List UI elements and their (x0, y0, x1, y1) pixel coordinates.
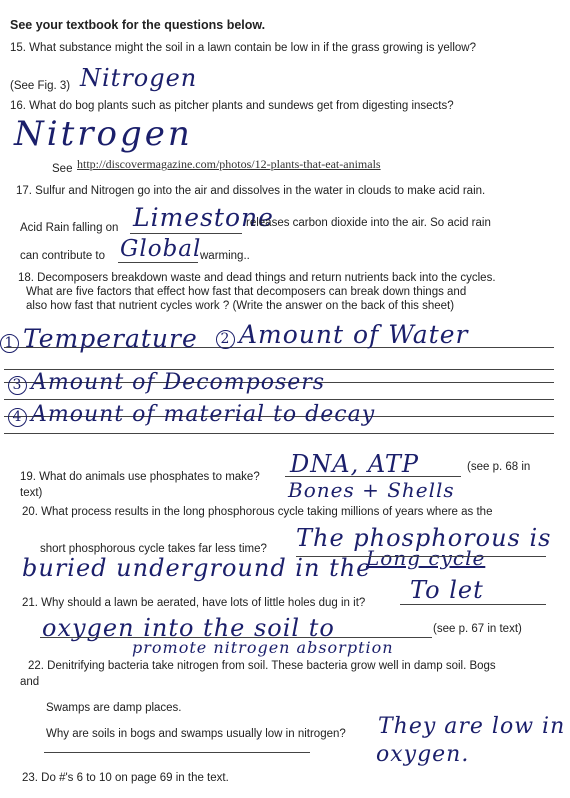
q22-line1b: and (20, 676, 40, 688)
q17-line2b: releases carbon dioxide into the air. So acid rain (246, 217, 491, 229)
q16-link[interactable]: http://discovermagazine.com/photos/12-plants-that-eat-animals (77, 157, 381, 171)
q20-line1: 20. What process results in the long phosphorous cycle taking millions of years where as the (22, 506, 493, 518)
answer-text: Amount of Water (239, 320, 469, 349)
q19-question: 19. What do animals use phosphates to make? (20, 471, 260, 483)
q18-line1: 18. Decomposers breakdown waste and dead things and return nutrients back into the cycles. (18, 272, 496, 284)
q18-line2: What are five factors that effect how fast that decomposers can break down things and (26, 286, 467, 298)
answer-number: 2 (216, 330, 235, 349)
q21-question: 21. Why should a lawn be aerated, have lots of little holes dug in it? (22, 597, 366, 609)
q18-answer-4 (8, 402, 375, 427)
q22-line3: Why are soils in bogs and swamps usually low in nitrogen? (46, 728, 346, 740)
q20-answer-1: The phosphorous is (296, 524, 552, 552)
answer-text: Amount of material to decay (31, 402, 376, 427)
q18-answer-3 (8, 370, 325, 395)
answer-number: 1 (0, 334, 19, 353)
q16-answer: Nitrogen (14, 114, 193, 154)
q15-answer: Nitrogen (80, 64, 198, 92)
q16-question: 16. What do bog plants such as pitcher plants and sundews get from digesting insects? (10, 100, 454, 112)
q20-answer-2: buried underground in the (22, 554, 372, 582)
answer-text: Temperature (23, 324, 198, 353)
q19-suffix: (see p. 68 in (467, 461, 531, 473)
q21-suffix: (see p. 67 in text) (433, 623, 522, 635)
q15-prefix: (See Fig. 3) (10, 80, 71, 92)
q17-line1: 17. Sulfur and Nitrogen go into the air and dissolves in the water in clouds to make acid rain. (16, 185, 486, 197)
q23-text: 23. Do #'s 6 to 10 on page 69 in the text. (22, 772, 229, 784)
q20-answer-3: Long cycle (366, 546, 486, 570)
q17-line3a: can contribute to (20, 250, 106, 262)
q19-answer-1: DNA, ATP (290, 450, 420, 478)
q18-answer-1 (0, 324, 198, 353)
q17-answer-limestone: Limestone (133, 203, 274, 232)
q17-answer-global: Global (120, 236, 202, 262)
q19-suffix-2: text) (20, 487, 43, 499)
worksheet-header: See your textbook for the questions below. (10, 18, 266, 32)
q19-answer-2: Bones + Shells (288, 478, 455, 502)
answer-number: 3 (8, 376, 27, 395)
q22-line1: 22. Denitrifying bacteria take nitrogen from soil. These bacteria grow well in damp soil. Bogs (28, 660, 496, 672)
q21-answer-3: promote nitrogen absorption (132, 638, 394, 657)
q15-question: 15. What substance might the soil in a lawn contain be low in if the grass growing is yellow? (10, 42, 476, 54)
q20-line2: short phosphorous cycle takes far less time? (40, 543, 267, 555)
answer-text: Amount of Decomposers (31, 370, 326, 395)
q22-line2: Swamps are damp places. (46, 702, 182, 714)
q17-line3b: warming.. (200, 250, 250, 262)
q21-answer-2: oxygen into the soil to (42, 614, 335, 642)
q17-line2a: Acid Rain falling on (20, 222, 119, 234)
q18-answer-2 (216, 320, 468, 349)
answer-number: 4 (8, 408, 27, 427)
q16-see-label: See (52, 163, 73, 175)
q21-answer-1: To let (410, 576, 484, 604)
q22-answer-2: oxygen. (376, 742, 470, 767)
q22-answer-1: They are low in (378, 714, 566, 739)
q18-line3: also how fast that nutrient cycles work ? (Write the answer on the back of this sheet) (26, 300, 455, 312)
